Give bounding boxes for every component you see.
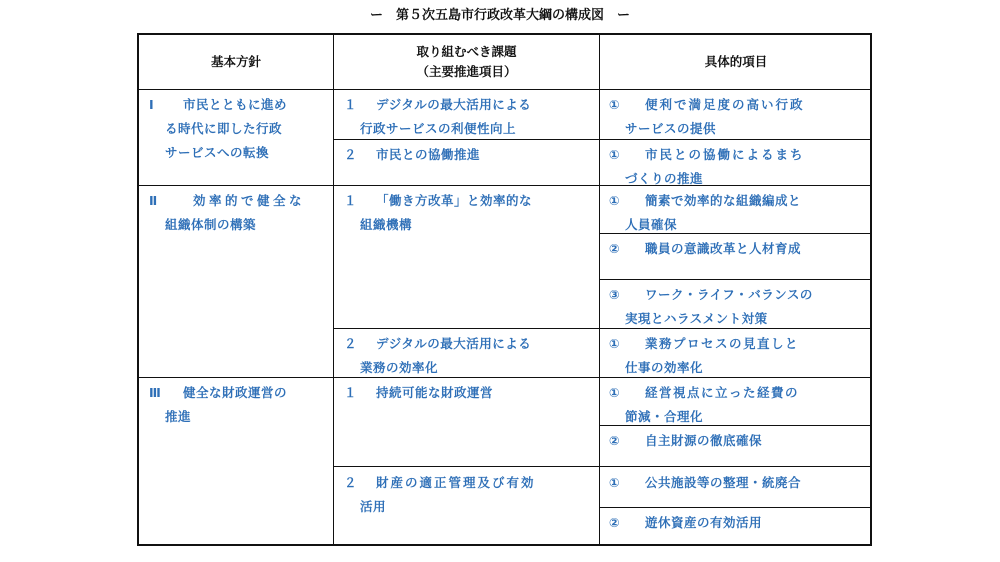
structure-table	[137, 33, 872, 546]
issue-text: 財産の適正管理及び有効	[376, 475, 536, 490]
row-divider	[334, 466, 872, 467]
issue-number: １	[344, 385, 358, 400]
item-text: 業務プロセスの見直しと	[645, 336, 800, 351]
issue-text: 業務の効率化	[360, 360, 439, 375]
item-number: ①	[609, 385, 621, 400]
issue-text: デジタルの最大活用による	[376, 97, 532, 112]
item-text: 遊休資産の有効活用	[645, 515, 763, 530]
issue-text: デジタルの最大活用による	[376, 336, 532, 351]
item-text: 公共施設等の整理・統廃合	[645, 475, 802, 490]
header-basic-policy-label: 基本方針	[210, 54, 261, 69]
row-divider	[600, 507, 872, 508]
header-issues-label: 取り組むべき課題	[416, 44, 517, 59]
issue-text: 組織機構	[360, 217, 413, 232]
item-number: ①	[609, 336, 621, 351]
issue-number: １	[344, 97, 358, 112]
row-divider	[139, 377, 872, 378]
row-divider	[334, 328, 872, 329]
header-issues	[334, 35, 599, 89]
issue-number: ２	[344, 147, 358, 162]
item-number: ③	[609, 287, 621, 302]
issue-number: ２	[344, 475, 358, 490]
item-text: サービスの提供	[625, 121, 717, 136]
issue-number: １	[344, 193, 358, 208]
item-text: 自主財源の徹底確保	[645, 433, 763, 448]
header-specific-items	[600, 35, 872, 89]
issue-text: 「働き方改革」と効率的な	[376, 193, 533, 208]
item-text: 人員確保	[625, 217, 678, 232]
item-text: 便利で満足度の高い行政	[645, 97, 805, 112]
item-text: ワーク・ライフ・バランスの	[645, 287, 813, 302]
item-text: 職員の意識改革と人材育成	[645, 241, 802, 256]
column-divider	[599, 35, 600, 544]
policy-1-text: 市民とともに進め	[183, 97, 288, 112]
header-issues-sublabel: （主要推進項目）	[416, 64, 517, 79]
item-number: ②	[609, 433, 621, 448]
item-text: 市民との協働によるまち	[645, 147, 805, 162]
policy-3-number: Ⅲ	[149, 385, 162, 400]
item-text: 簡素で効率的な組織編成と	[645, 193, 802, 208]
item-number: ①	[609, 193, 621, 208]
policy-2-text: 組織体制の構築	[165, 217, 257, 232]
header-basic-policy	[139, 35, 333, 89]
header-specific-items-label: 具体的項目	[704, 54, 768, 69]
row-divider	[139, 89, 872, 90]
policy-3-text: 健全な財政運営の	[183, 385, 288, 400]
item-text: 節減・合理化	[625, 409, 704, 424]
issue-text: 市民との協働推進	[376, 147, 481, 162]
policy-1-text: る時代に即した行政	[165, 121, 283, 136]
item-text: 実現とハラスメント対策	[625, 311, 768, 326]
issue-text: 持続可能な財政運営	[376, 385, 494, 400]
item-number: ①	[609, 475, 621, 490]
policy-2-text: 効率的で健全な	[193, 193, 306, 208]
diagram-title: ー 第５次五島市行政改革大綱の構成図 ー	[369, 8, 630, 23]
policy-1-text: サービスへの転換	[165, 145, 270, 160]
item-number: ①	[609, 97, 621, 112]
policy-3-text: 推進	[165, 409, 192, 424]
policy-1-number: Ⅰ	[149, 97, 155, 112]
item-text: 仕事の効率化	[625, 360, 704, 375]
item-number: ②	[609, 515, 621, 530]
policy-2-number: Ⅱ	[149, 193, 158, 208]
item-text: づくりの推進	[625, 171, 704, 186]
item-number: ②	[609, 241, 621, 256]
column-divider	[333, 35, 334, 544]
row-divider	[139, 185, 872, 186]
issue-text: 活用	[360, 499, 387, 514]
item-number: ①	[609, 147, 621, 162]
item-text: 経営視点に立った経費の	[645, 385, 800, 400]
issue-text: 行政サービスの利便性向上	[360, 121, 517, 136]
issue-number: ２	[344, 336, 358, 351]
row-divider	[600, 279, 872, 280]
